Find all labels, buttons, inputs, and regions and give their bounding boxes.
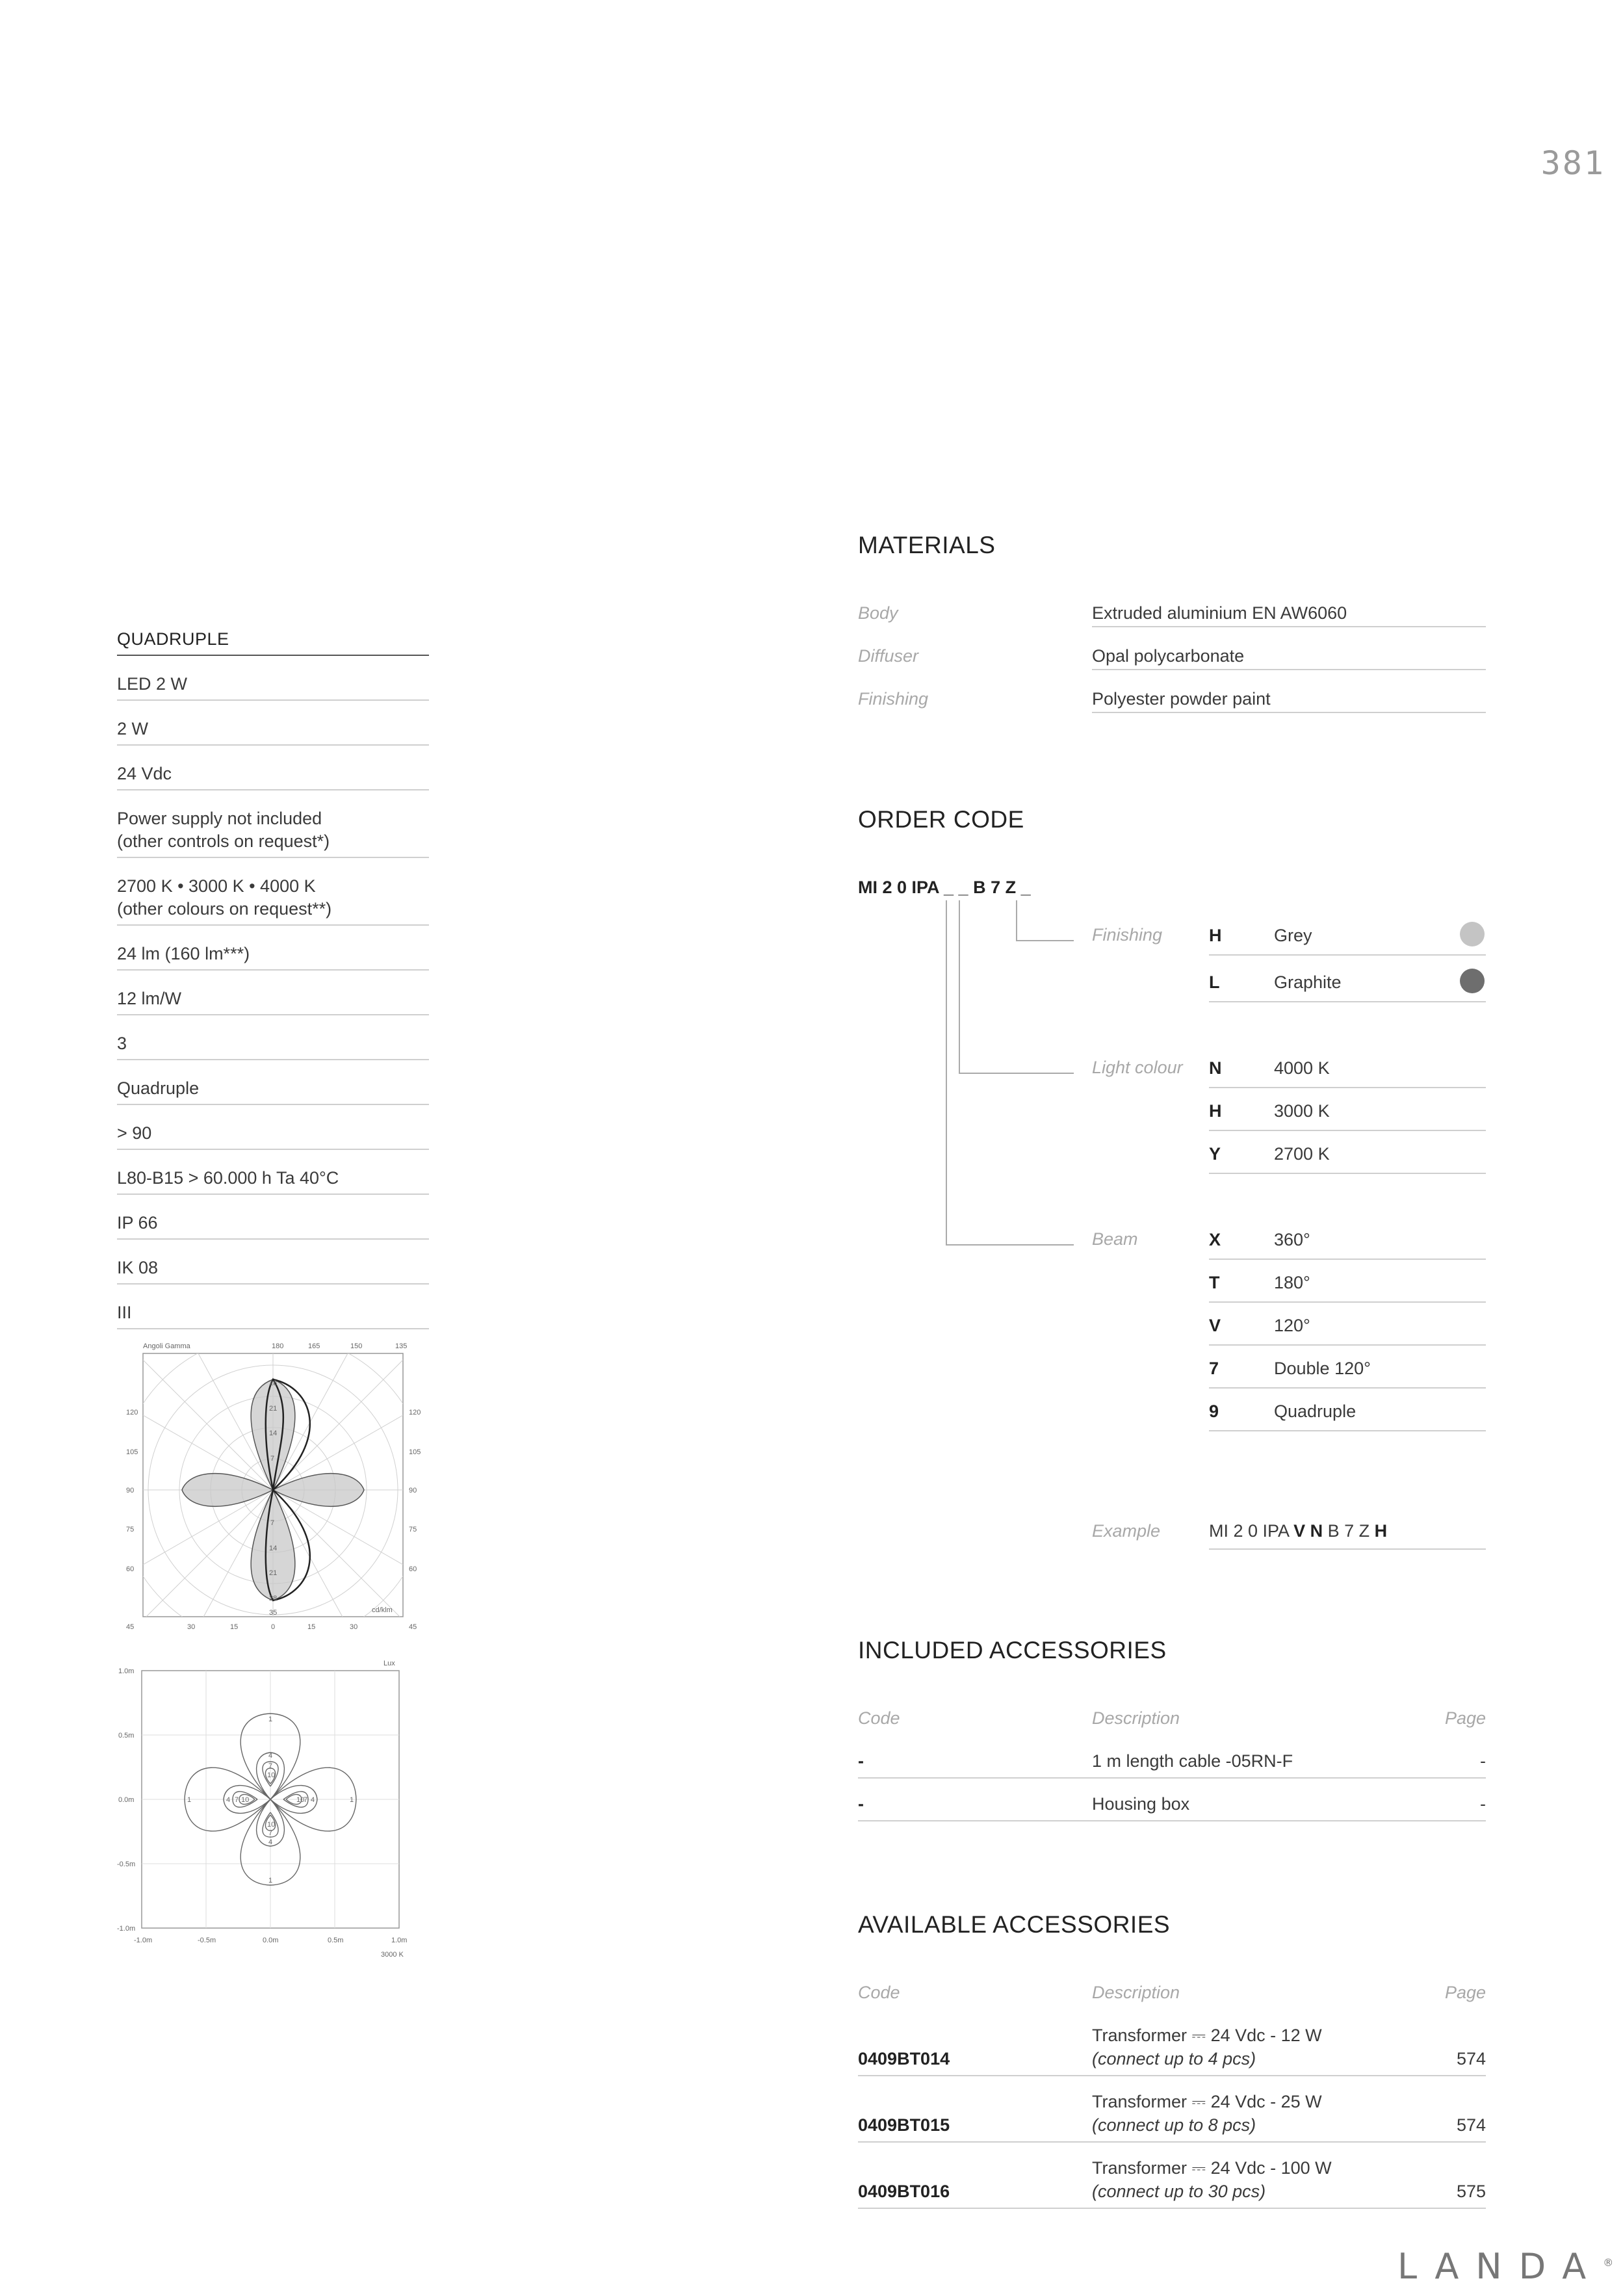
spec-row: Power supply not included (other controls on request*): [117, 803, 429, 858]
spec-row: IP 66: [117, 1208, 429, 1240]
materials-value: Opal polycarbonate: [1092, 646, 1486, 670]
polar-side-tick: 105: [409, 1448, 421, 1456]
polar-bottom-tick: 0: [271, 1623, 276, 1631]
acc-note: (connect up to 4 pcs): [1092, 2049, 1256, 2068]
materials-title: MATERIALS: [858, 532, 996, 558]
polar-side-tick: 75: [409, 1526, 417, 1533]
example-code: [1209, 1517, 1486, 1550]
option-value: Graphite: [1274, 972, 1342, 992]
option-key: N: [1209, 1058, 1222, 1078]
iso-contour-label: 10: [296, 1796, 305, 1804]
option-beam-double-120: [1209, 1355, 1486, 1389]
polar-bottom-tick: 30: [350, 1623, 358, 1631]
iso-contour-label: 4: [268, 1838, 273, 1846]
option-value: 2700 K: [1274, 1144, 1330, 1164]
polar-radial-tick: 21: [269, 1405, 278, 1413]
polar-side-tick: 60: [126, 1565, 135, 1573]
iso-contour-label: 1: [268, 1715, 273, 1723]
option-beam-quadruple: [1209, 1398, 1486, 1431]
option-key: 9: [1209, 1402, 1219, 1421]
acc-code: 0409BT016: [858, 2182, 950, 2201]
iso-contour-label: 10: [267, 1771, 276, 1779]
polar-side-tick: 60: [409, 1565, 417, 1573]
spec-row: 3: [117, 1028, 429, 1060]
option-key: X: [1209, 1230, 1221, 1249]
acc-page: -: [1480, 1751, 1486, 1771]
example-highlight: H: [1374, 1521, 1388, 1541]
polar-side-tick: 120: [409, 1409, 421, 1416]
iso-contour-label: 7: [268, 1762, 273, 1770]
option-key: H: [1209, 1101, 1222, 1121]
example-label: Example: [1092, 1521, 1161, 1541]
option-4000k: [1209, 1054, 1486, 1088]
spec-row: 24 lm (160 lm***): [117, 939, 429, 971]
polar-radial-tick: 7: [270, 1519, 275, 1527]
col-header-page: Page: [1444, 1708, 1486, 1728]
materials-row: [858, 599, 1486, 632]
polar-bottom-tick: 45: [409, 1623, 417, 1631]
option-key: T: [1209, 1273, 1220, 1292]
polar-bottom-tick: 30: [187, 1623, 196, 1631]
included-accessories-title: INCLUDED ACCESSORIES: [858, 1637, 1167, 1663]
iso-contour-label: 7: [235, 1796, 239, 1804]
iso-contour-label: 10: [267, 1821, 276, 1829]
iso-contour-label: 7: [304, 1796, 308, 1804]
polar-bottom-tick: 45: [126, 1623, 135, 1631]
materials-value: Polyester powder paint: [1092, 689, 1486, 713]
polar-bottom-tick: 15: [230, 1623, 239, 1631]
included-row: [858, 1746, 1486, 1779]
col-header-description: Description: [1092, 1708, 1180, 1728]
spec-row: 2700 K • 3000 K • 4000 K (other colours on request**): [117, 871, 429, 926]
polar-light-distribution-chart: [117, 1339, 435, 1645]
graphite-swatch: [1460, 969, 1485, 993]
spec-row: Quadruple: [117, 1073, 429, 1105]
polar-side-tick: 75: [126, 1526, 135, 1533]
option-key: H: [1209, 926, 1222, 945]
option-beam-360: [1209, 1226, 1486, 1260]
polar-side-tick: 90: [409, 1487, 417, 1494]
option-key: L: [1209, 972, 1220, 992]
polar-radial-tick: 14: [269, 1545, 278, 1552]
available-accessories-title: AVAILABLE ACCESSORIES: [858, 1911, 1171, 1938]
option-beam-120: [1209, 1312, 1486, 1346]
option-value: Double 120°: [1274, 1359, 1371, 1378]
polar-radial-tick: 21: [269, 1569, 278, 1577]
iso-x-tick: -0.5m: [198, 1937, 216, 1944]
order-code-pattern: MI 2 0 IPA _ _ B 7 Z _: [858, 878, 1031, 897]
polar-bottom-tick: 15: [307, 1623, 316, 1631]
spec-row: III: [117, 1298, 429, 1329]
spec-row: > 90: [117, 1118, 429, 1150]
brand-logo-text: LANDA: [1397, 2246, 1604, 2287]
option-3000k: [1209, 1097, 1486, 1131]
acc-code: 0409BT014: [858, 2049, 950, 2068]
acc-description: Transformer ⎓ 24 Vdc - 25 W: [1092, 2092, 1322, 2111]
polar-side-tick: 90: [126, 1487, 135, 1494]
example-mid: B 7 Z: [1323, 1521, 1375, 1541]
order-code-title: ORDER CODE: [858, 806, 1024, 833]
polar-radial-tick: 35: [269, 1609, 278, 1617]
acc-description: 1 m length cable -05RN-F: [1092, 1751, 1293, 1771]
acc-description: Transformer ⎓ 24 Vdc - 12 W: [1092, 2026, 1322, 2045]
iso-unit: Lux: [383, 1660, 395, 1667]
acc-description: Transformer ⎓ 24 Vdc - 100 W: [1092, 2158, 1332, 2178]
polar-top-tick: 150: [350, 1342, 363, 1350]
spec-row: 24 Vdc: [117, 759, 429, 790]
grey-swatch: [1460, 922, 1485, 946]
polar-radial-tick: 28: [269, 1595, 278, 1602]
light-colour-label: Light colour: [1092, 1058, 1183, 1077]
option-key: 7: [1209, 1359, 1219, 1378]
acc-code: -: [858, 1794, 864, 1814]
materials-row: [858, 685, 1486, 718]
iso-y-tick: 0.0m: [118, 1796, 135, 1804]
page-number: 381: [1540, 144, 1605, 182]
polar-side-tick: 120: [126, 1409, 138, 1416]
iso-contour-label: 1: [187, 1796, 192, 1804]
acc-page: 574: [1456, 2049, 1486, 2068]
isolux-chart: [110, 1656, 422, 1968]
acc-code: 0409BT015: [858, 2115, 950, 2135]
iso-y-tick: -0.5m: [117, 1860, 136, 1868]
polar-top-tick: 180: [272, 1342, 284, 1350]
col-header-code: Code: [858, 1983, 900, 2002]
iso-y-tick: -1.0m: [117, 1925, 136, 1933]
example-prefix: MI 2 0 IPA: [1209, 1521, 1294, 1541]
iso-contour-label: 4: [268, 1752, 273, 1760]
available-row: [858, 2153, 1486, 2209]
polar-top-tick: 165: [308, 1342, 320, 1350]
col-header-description: Description: [1092, 1983, 1180, 2002]
spec-list: [117, 624, 429, 1342]
acc-page: 575: [1456, 2182, 1486, 2201]
option-value: 4000 K: [1274, 1058, 1330, 1078]
spec-row: 12 lm/W: [117, 984, 429, 1015]
acc-code: -: [858, 1751, 864, 1771]
iso-contour-label: 7: [268, 1829, 273, 1837]
iso-temperature: 3000 K: [381, 1951, 404, 1959]
included-row: [858, 1789, 1486, 1821]
acc-note: (connect up to 30 pcs): [1092, 2182, 1266, 2201]
polar-unit: cd/klm: [372, 1606, 393, 1614]
available-row: [858, 2087, 1486, 2143]
option-value: 3000 K: [1274, 1101, 1330, 1121]
finishing-label: Finishing: [1092, 925, 1163, 945]
iso-contour-label: 10: [241, 1796, 250, 1804]
option-key: Y: [1209, 1144, 1221, 1164]
acc-note: (connect up to 8 pcs): [1092, 2115, 1256, 2135]
iso-y-tick: 1.0m: [118, 1667, 135, 1675]
option-grey: [1209, 922, 1486, 956]
polar-radial-tick: 7: [270, 1455, 275, 1463]
option-value: 180°: [1274, 1273, 1310, 1292]
iso-contour-label: 1: [350, 1796, 354, 1804]
polar-radial-tick: 28: [269, 1379, 278, 1387]
available-row: [858, 2020, 1486, 2076]
spec-row: L80-B15 > 60.000 h Ta 40°C: [117, 1163, 429, 1195]
iso-contour-label: 4: [311, 1796, 315, 1804]
col-header-code: Code: [858, 1708, 900, 1728]
polar-radial-tick: 14: [269, 1429, 278, 1437]
registered-mark: ®: [1603, 2256, 1614, 2269]
option-key: V: [1209, 1316, 1221, 1335]
option-beam-180: [1209, 1269, 1486, 1303]
acc-description: Housing box: [1092, 1794, 1190, 1814]
materials-row: [858, 642, 1486, 675]
polar-side-tick: 105: [126, 1448, 138, 1456]
iso-y-tick: 0.5m: [118, 1732, 135, 1740]
beam-label: Beam: [1092, 1229, 1138, 1249]
polar-top-tick: 135: [395, 1342, 408, 1350]
option-graphite: [1209, 969, 1486, 1002]
iso-contour-label: 4: [226, 1796, 231, 1804]
acc-page: -: [1480, 1794, 1486, 1814]
iso-contour-label: 1: [268, 1877, 273, 1885]
option-value: 120°: [1274, 1316, 1310, 1335]
spec-row: LED 2 W: [117, 669, 429, 701]
materials-label: Body: [858, 603, 898, 623]
polar-title: Angoli Gamma: [143, 1342, 190, 1350]
option-value: 360°: [1274, 1230, 1310, 1249]
acc-page: 574: [1456, 2115, 1486, 2135]
iso-x-tick: -1.0m: [134, 1937, 153, 1944]
iso-x-tick: 0.0m: [263, 1937, 279, 1944]
brand-logo: [1397, 2246, 1613, 2287]
spec-row: IK 08: [117, 1253, 429, 1285]
materials-label: Finishing: [858, 689, 929, 709]
spec-row: 2 W: [117, 714, 429, 746]
example-highlight: V N: [1293, 1521, 1323, 1541]
option-value: Quadruple: [1274, 1402, 1357, 1421]
col-header-page: Page: [1444, 1983, 1486, 2002]
iso-x-tick: 1.0m: [391, 1937, 408, 1944]
option-value: Grey: [1274, 926, 1312, 945]
spec-header: QUADRUPLE: [117, 624, 429, 656]
materials-value: Extruded aluminium EN AW6060: [1092, 603, 1486, 627]
order-code-connectors: [936, 900, 1092, 1248]
materials-label: Diffuser: [858, 646, 919, 666]
iso-x-tick: 0.5m: [328, 1937, 344, 1944]
option-2700k: [1209, 1140, 1486, 1174]
